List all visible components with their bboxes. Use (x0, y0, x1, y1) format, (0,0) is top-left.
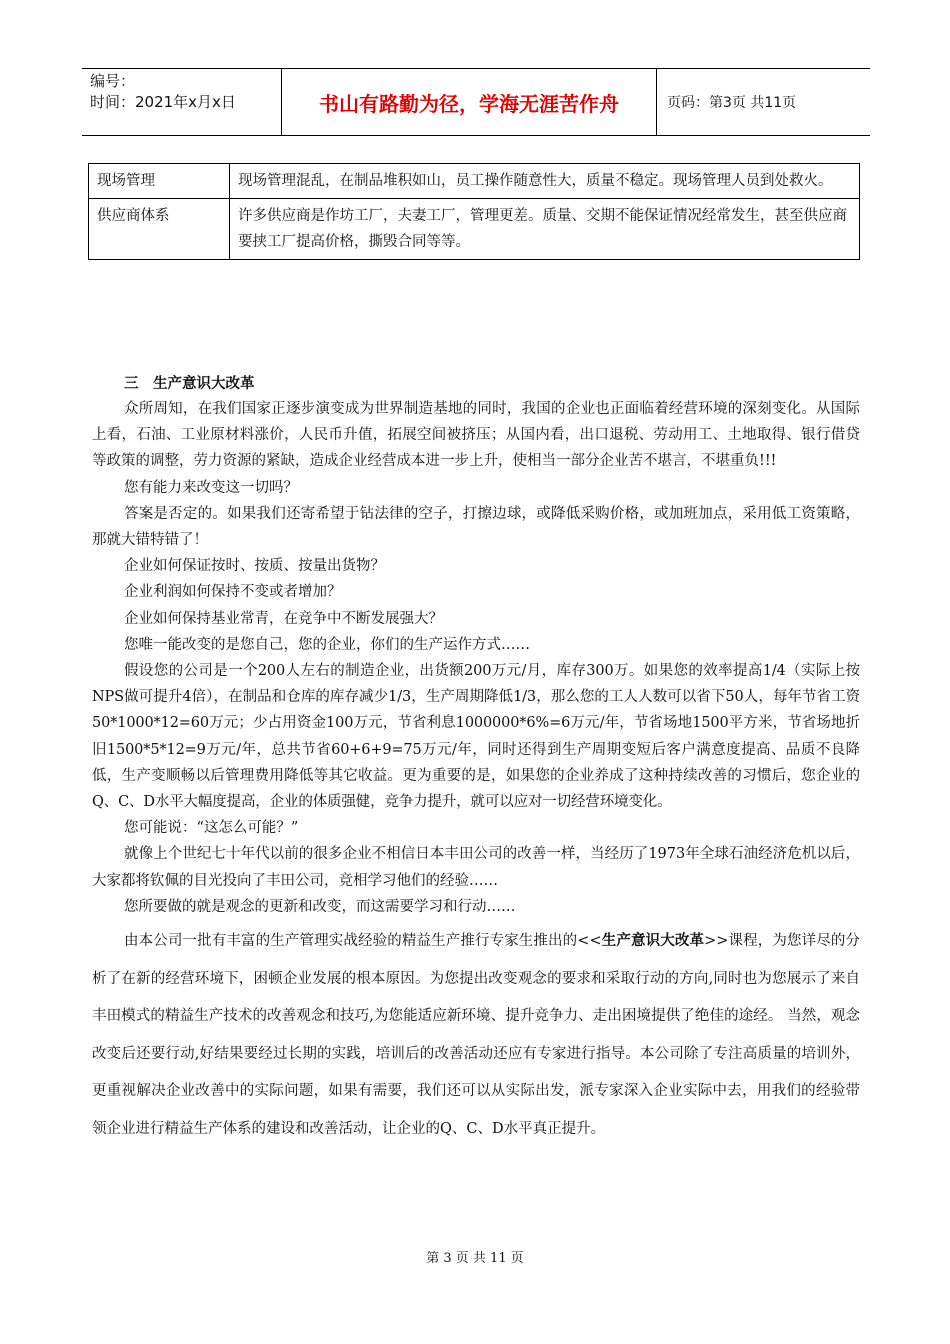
paragraph: 假设您的公司是一个200人左右的制造企业，出货额200万元/月，库存300万。如果您的效率提高1/4（实际上按NPS做可提升4倍），在制品和仓库的库存减少1/3，生产周期降低1/3，那么您的工人人数可以省下50人，每年节省工资50*1000*12=60万元；少占用资金100万元，节省利息1000000*6%=6万元/年，节省场地1500平方米，节省场地折旧1500*5*12=9万元/年，总共节省60+6+9=75万元/年，同时还得到生产周期变短后客户满意度提高、品质不良降低，生产变顺畅以后管理费用降低等其它收益。更为重要的是，如果您的企业养成了这种持续改善的习惯后，您企业的Q、C、D水平大幅度提高，企业的体质强健，竞争力提升，就可以应对一切经营环境变化。 (92, 663, 860, 811)
document-number-label: 编号： (90, 72, 136, 90)
table-cell-value: 许多供应商是作坊工厂，夫妻工厂，管理更差。质量、交期不能保证情况经常发生，甚至供应商要挟工厂提高价格，撕毁合同等等。 (230, 199, 860, 260)
paragraph: 企业利润如何保持不变或者增加？ (124, 584, 342, 601)
course-text-after: >>课程，为您详尽的分析了在新的经营环境下，困顿企业发展的根本原因。为您提出改变观念的要求和采取行动的方向,同时也为您展示了来自丰田模式的精益生产技术的改善观念和技巧,为您能适应新环境、提升竞争力、走出困境提供了绝佳的途经。 当然，观念改变后还要行动,好结果要经过长期的实践，培训后的改善活动还应有专家进行指导。本公司除了专注高质量的培训外，更重视解决企业改善中的实际问题，如果有需要，我们还可以从实际出发，派专家深入企业实际中去，用我们的经验带领企业进行精益生产体系的建设和改善活动，让企业的Q、C、D水平真正提升。 (92, 933, 860, 1137)
table-row (89, 199, 860, 260)
paragraph: 您有能力来改变这一切吗？ (124, 479, 298, 496)
course-title: 生产意识大改革 (601, 932, 705, 950)
paragraph: 答案是否定的。如果我们还寄希望于钻法律的空子，打擦边球，或降低采购价格，或加班加点，采用低工资策略，那就大错特错了！ (92, 505, 860, 549)
header-meta (82, 69, 282, 135)
section-body (92, 396, 860, 1148)
issues-table (88, 163, 860, 260)
paragraph: 您可能说：“这怎么可能？” (124, 820, 299, 837)
table-cell-key: 供应商体系 (89, 199, 230, 260)
paragraph: 就像上个世纪七十年代以前的很多企业不相信日本丰田公司的改善一样，当经历了1973年全球石油经济危机以后，大家都将钦佩的目光投向了丰田公司，竞相学习他们的经验…… (92, 846, 860, 889)
table-cell-value: 现场管理混乱，在制品堆积如山，员工操作随意性大，质量不稳定。现场管理人员到处救火。 (230, 164, 860, 199)
page-footer: 第 3 页 共 11 页 (426, 1251, 524, 1266)
table-row (89, 164, 860, 199)
header-page-number: 页码：第3页 共11页 (667, 95, 797, 111)
table-cell-key: 现场管理 (89, 164, 230, 199)
paragraph: 您所要做的就是观念的更新和改变，而这需要学习和行动…… (124, 898, 516, 915)
paragraph: 您唯一能改变的是您自己，您的企业，你们的生产运作方式…… (124, 636, 530, 653)
document-date-label: 时间：2021年x月x日 (90, 93, 236, 111)
page-header (82, 68, 870, 136)
paragraph: 众所周知，在我们国家正逐步演变成为世界制造基地的同时，我国的企业也正面临着经营环境的深刻变化。从国际上看，石油、工业原材料涨价，人民币升值，拓展空间被挤压；从国内看，出口退税、劳动用工、土地取得、银行借贷等政策的调整，劳力资源的紧缺，造成企业经营成本进一步上升，使相当一部分企业苦不堪言，不堪重负!!! (92, 401, 860, 470)
paragraph: 企业如何保持基业常青，在竞争中不断发展强大？ (124, 610, 443, 627)
course-text-before: 由本公司一批有丰富的生产管理实战经验的精益生产推行专家生推出的<< (124, 933, 602, 950)
course-paragraph (92, 922, 860, 1148)
paragraph: 企业如何保证按时、按质、按量出货物？ (124, 558, 385, 575)
section-heading: 三 生产意识大改革 (124, 376, 255, 392)
header-motto: 书山有路勤为径，学海无涯苦作舟 (282, 69, 657, 135)
